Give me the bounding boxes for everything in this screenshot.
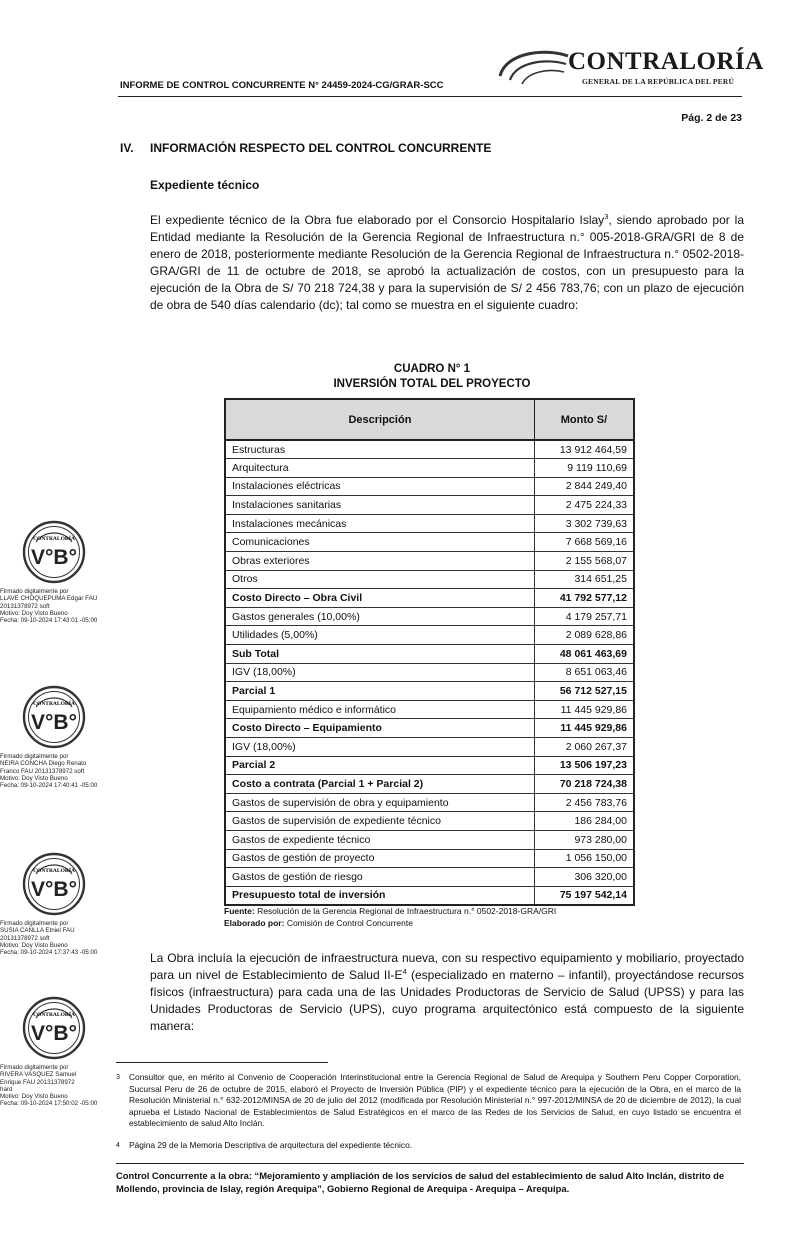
row-amount: 2 155 568,07 (534, 552, 634, 571)
table-row (225, 738, 634, 757)
signature-line: RIVERA VASQUEZ Samuel (0, 1071, 77, 1079)
seal-top-text: CONTRALORÍA (33, 1012, 75, 1018)
sub-heading: Expediente técnico (150, 178, 260, 192)
visto-bueno-seal-icon (22, 996, 86, 1060)
page-number: Pág. 2 de 23 (681, 112, 742, 124)
row-amount: 70 218 724,38 (534, 775, 634, 794)
row-amount: 306 320,00 (534, 868, 634, 887)
row-amount: 11 445 929,86 (534, 719, 634, 738)
section-number: IV. (120, 141, 134, 155)
row-description: Parcial 2 (225, 756, 534, 775)
row-amount: 13 506 197,23 (534, 756, 634, 775)
table-row (225, 496, 634, 515)
digital-signature-text (0, 753, 124, 789)
row-description: Utilidades (5,00%) (225, 626, 534, 645)
row-description: Gastos de supervisión de obra y equipamiento (225, 793, 534, 812)
row-description: Equipamiento médico e informático (225, 700, 534, 719)
signature-line: Motivo: Doy Visto Bueno (0, 774, 68, 782)
row-description: Obras exteriores (225, 552, 534, 571)
author-text: Comisión de Control Concurrente (284, 918, 413, 928)
row-description: Comunicaciones (225, 533, 534, 552)
table-row (225, 812, 634, 831)
row-description: Sub Total (225, 645, 534, 664)
row-amount: 56 712 527,15 (534, 682, 634, 701)
footnote-3 (116, 1072, 744, 1130)
table-row (225, 682, 634, 701)
footnote-ref-3: 3 (604, 212, 609, 221)
digital-signature-text (0, 1064, 124, 1108)
row-amount: 1 056 150,00 (534, 849, 634, 868)
table-row (225, 663, 634, 682)
row-description: Gastos de gestión de proyecto (225, 849, 534, 868)
signature-line: Enrique FAU 20131378972 (0, 1078, 75, 1086)
seal-top-text: CONTRALORÍA (33, 536, 75, 542)
table-row (225, 552, 634, 571)
row-amount: 2 456 783,76 (534, 793, 634, 812)
author-label: Elaborado por: (224, 918, 285, 928)
seal-letters: V°B° (31, 546, 77, 569)
row-description: Costo a contrata (Parcial 1 + Parcial 2) (225, 775, 534, 794)
table-row (225, 607, 634, 626)
table-row (225, 719, 634, 738)
table-row (225, 868, 634, 887)
investment-table (224, 398, 635, 906)
signature-line: Motivo: Doy Visto Bueno (0, 609, 68, 617)
footnote-divider (116, 1062, 328, 1063)
header-divider (118, 96, 742, 97)
row-description: Gastos de gestión de riesgo (225, 868, 534, 887)
visto-bueno-seal-icon (22, 520, 86, 584)
seal-letters: V°B° (31, 1022, 77, 1045)
visto-bueno-seal-icon (22, 685, 86, 749)
row-amount: 2 475 224,33 (534, 496, 634, 515)
seal-top-text: CONTRALORÍA (33, 868, 75, 874)
paragraph-text: , siendo aprobado por la Entidad mediante la Resolución de la Gerencia Regional de Infraestructura n.° 005-2018-GRA/GRI de 8 de enero de 2018, posteriormente mediante Resolución de la Gerencia Regional de Infraestructura n.° 0502-2018-GRA/GRI de 11 de octubre de 2018, se aprobó la actualización de costos, con un presupuesto para la ejecución de la Obra de S/ 70 218 724,38 y para la supervisión de S/ 2 456 783,76; con un plazo de ejecución de obra de 540 días calendario (dc); tal como se muestra en el siguiente cuadro: (150, 213, 744, 312)
signature-line: Fecha: 09-10-2024 17:50:02 -05:00 (0, 1100, 98, 1108)
row-amount: 9 119 110,69 (534, 459, 634, 478)
table-row (225, 440, 634, 459)
table-header-row (225, 399, 634, 440)
column-header-description: Descripción (225, 399, 534, 440)
signature-line: Motivo: Doy Visto Bueno (0, 1093, 68, 1101)
source-label: Fuente: (224, 906, 255, 916)
signature-line: 20131378972 soft (0, 934, 50, 942)
row-description: Parcial 1 (225, 682, 534, 701)
table-row (225, 477, 634, 496)
section-title: INFORMACIÓN RESPECTO DEL CONTROL CONCURRENTE (150, 141, 492, 155)
table-caption-title: INVERSIÓN TOTAL DEL PROYECTO (333, 378, 531, 390)
table-row (225, 793, 634, 812)
table-caption-number: CUADRO N° 1 (393, 363, 471, 375)
footnote-number: 4 (116, 1142, 120, 1149)
logo-subtitle: GENERAL DE LA REPÚBLICA DEL PERÚ (582, 77, 735, 86)
row-description: Instalaciones mecánicas (225, 514, 534, 533)
paragraph-obra (150, 950, 744, 1035)
logo-name: CONTRALORÍA (568, 48, 764, 75)
digital-signature-text (0, 920, 124, 956)
footnote-text: Consultor que, en mérito al Convenio de Cooperación Interinstitucional entre la Gerencia Regional de Salud de Arequipa y Southern Peru Copper Corporation, Sucursal Peru de 26 de octubre de 2015, elaboró el Proyecto de Inversión Pública (PIP) y el expediente técnico para la ejecución de la Obra, en el marco de la Resolución Ministerial n.° 632-2012/MINSA de 20 de julio del 2012 (modificada por Resolución Ministerial n.° 997-2012/MINSA de 20 de diciembre de 2012), la cual aprueba el Listado Nacional de Establecimientos de Salud Estratégicos en el marco de las Redes de los Servicios de Salud, en cuyo listado se encuentra el establecimiento de salud Alto Inclán. (129, 1072, 741, 1128)
footnote-number: 3 (116, 1074, 120, 1081)
footnote-ref-4: 4 (402, 967, 407, 976)
row-description: Costo Directo – Equipamiento (225, 719, 534, 738)
page-footer: Control Concurrente a la obra: “Mejoramiento y ampliación de los servicios de salud del establecimiento de salud Alto Inclán, distrito de Mollendo, provincia de Islay, región Arequipa”, Gobierno Regional de Arequipa - Arequipa – Arequipa. (116, 1170, 725, 1194)
column-header-amount: Monto S/ (534, 399, 634, 440)
signature-line: Franco FAU 20131378972 soft (0, 767, 85, 775)
row-description: Costo Directo – Obra Civil (225, 589, 534, 608)
table-row (225, 756, 634, 775)
footnote-text: Página 29 de la Memoria Descriptiva de arquitectura del expediente técnico. (129, 1140, 413, 1150)
signature-line: Firmado digitalmente por (0, 920, 69, 927)
row-description: Estructuras (225, 440, 534, 459)
logo-swoosh-icon (496, 46, 570, 88)
table-source (224, 906, 556, 916)
row-amount: 11 445 929,86 (534, 700, 634, 719)
table-row (225, 849, 634, 868)
table-author (224, 918, 413, 928)
row-description: Instalaciones eléctricas (225, 477, 534, 496)
row-amount: 41 792 577,12 (534, 589, 634, 608)
footer-divider (116, 1163, 744, 1164)
row-amount: 3 302 739,63 (534, 514, 634, 533)
table-row (225, 626, 634, 645)
paragraph-text: El expediente técnico de la Obra fue elaborado por el Consorcio Hospitalario Islay (150, 213, 605, 227)
table-row (225, 514, 634, 533)
row-description: Gastos de supervisión de expediente técnico (225, 812, 534, 831)
row-description: IGV (18,00%) (225, 663, 534, 682)
row-amount: 2 060 267,37 (534, 738, 634, 757)
row-description: Gastos de expediente técnico (225, 830, 534, 849)
section-heading (120, 141, 491, 155)
table-row (225, 570, 634, 589)
signature-line: SUSIA CANLLA Etniel FAU (0, 927, 75, 935)
table-row (225, 700, 634, 719)
signature-line: Firmado digitalmente por (0, 753, 69, 760)
signature-line: Firmado digitalmente por (0, 588, 69, 595)
row-amount: 8 651 063,46 (534, 663, 634, 682)
table-row (225, 886, 634, 905)
visto-bueno-seal-icon (22, 852, 86, 916)
row-amount: 2 844 249,40 (534, 477, 634, 496)
row-description: Arquitectura (225, 459, 534, 478)
table-row (225, 645, 634, 664)
signature-line: Firmado digitalmente por (0, 1064, 69, 1071)
table-row (225, 459, 634, 478)
table-row (225, 775, 634, 794)
row-description: IGV (18,00%) (225, 738, 534, 757)
row-description: Otros (225, 570, 534, 589)
row-amount: 973 280,00 (534, 830, 634, 849)
signature-line: LLAVE CHOQUEPUMA Edgar FAU (0, 595, 98, 603)
signature-line: Fecha: 09-10-2024 17:37:43 -05:00 (0, 949, 98, 957)
row-amount: 7 668 569,16 (534, 533, 634, 552)
signature-line: Fecha: 09-10-2024 17:40:41 -05:00 (0, 782, 98, 790)
seal-letters: V°B° (31, 878, 77, 901)
report-title: INFORME DE CONTROL CONCURRENTE N° 24459-2024-CG/GRAR-SCC (120, 80, 444, 91)
seal-top-text: CONTRALORÍA (33, 701, 75, 707)
row-amount: 13 912 464,59 (534, 440, 634, 459)
signature-line: NEIRA CONCHA Diego Renato (0, 760, 87, 768)
digital-signature-text (0, 588, 124, 624)
paragraph-text: La Obra incluía la ejecución de infraestructura nueva, con su respectivo equipamiento y mobiliario, proyectado para un nivel de Establecimiento de Salud II-E (150, 951, 744, 982)
signature-line: 20131378972 soft (0, 602, 50, 610)
row-amount: 48 061 463,69 (534, 645, 634, 664)
table-row (225, 830, 634, 849)
row-amount: 2 089 628,86 (534, 626, 634, 645)
footnote-4 (116, 1140, 744, 1152)
paragraph-expediente (150, 212, 744, 314)
signature-line: Motivo: Doy Visto Bueno (0, 941, 68, 949)
row-amount: 186 284,00 (534, 812, 634, 831)
row-amount: 314 651,25 (534, 570, 634, 589)
seal-letters: V°B° (31, 711, 77, 734)
row-description: Gastos generales (10,00%) (225, 607, 534, 626)
contraloria-logo (496, 46, 764, 88)
signature-line: Fecha: 09-10-2024 17:43:01 -05:00 (0, 617, 98, 625)
table-row (225, 589, 634, 608)
table-row (225, 533, 634, 552)
row-description: Presupuesto total de inversión (225, 886, 534, 905)
row-description: Instalaciones sanitarias (225, 496, 534, 515)
paragraph-text: (especializado en materno – infantil), proyectándose recursos físicos (infraestructura) para cada una de las Unidades Productoras de Servicio de Salud (UPSS) y para las Unidades Productoras de Servicio (UPS), cuyo programa arquitectónico está compuesto de la siguiente manera: (150, 968, 744, 1033)
source-text: Resolución de la Gerencia Regional de Infraestructura n.° 0502-2018-GRA/GRI (254, 906, 557, 916)
row-amount: 4 179 257,71 (534, 607, 634, 626)
row-amount: 75 197 542,14 (534, 886, 634, 905)
signature-line: hard (0, 1085, 13, 1093)
